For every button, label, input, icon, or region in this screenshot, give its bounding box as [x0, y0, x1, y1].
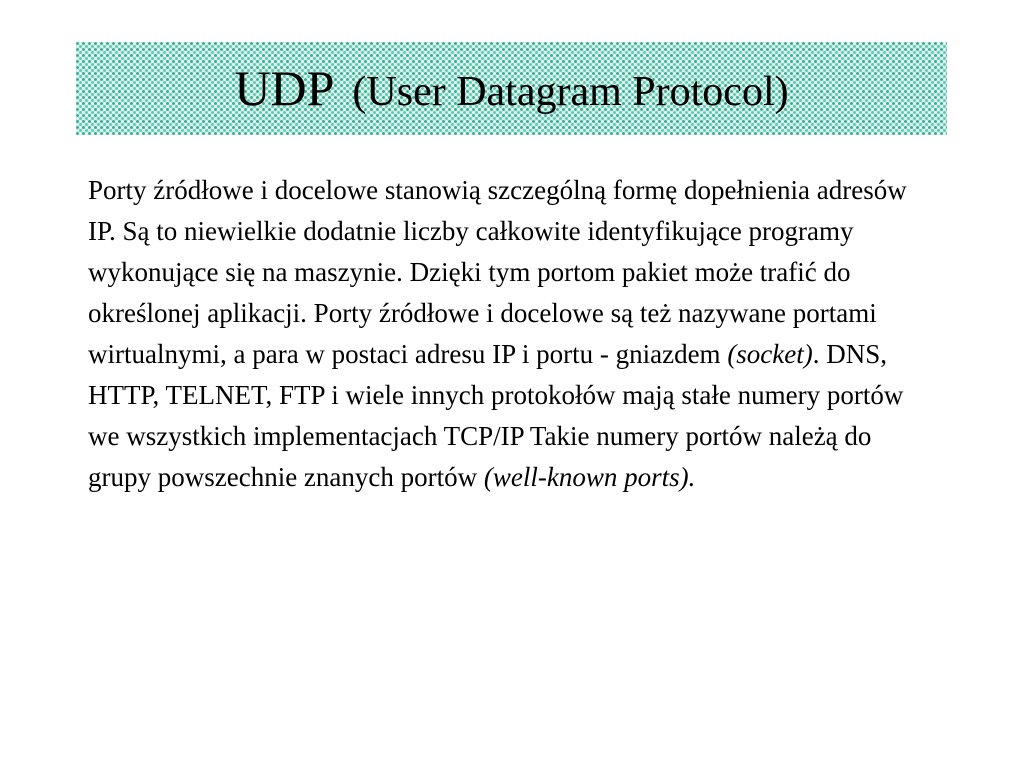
- body-paragraph: [88, 170, 930, 498]
- body-text-part-1: Porty źródłowe i docelowe stanowią szczególną formę dopełnienia adresów IP. Są to niewielkie dodatnie liczby całkowite identyfikujące programy wykonujące się na maszynie. Dzięki tym portom pakiet może trafić do określonej aplikacji. Porty źródłowe i docelowe są też nazywane portami wirtualnymi, a para w postaci adresu IP i portu - gniazdem: [88, 175, 907, 369]
- title-subtitle: (User Datagram Protocol): [352, 69, 789, 115]
- title-main: UDP: [234, 60, 335, 116]
- body-italic-socket: (socket): [727, 339, 813, 369]
- slide-title: [76, 58, 947, 122]
- body-text-part-2: . DNS, HTTP, TELNET, FTP i wiele innych protokołów mają stałe numery portów we wszystkich implementacjach TCP/IP Takie numery portów należą do grupy powszechnie znanych portów: [88, 339, 904, 492]
- title-banner: [76, 42, 947, 135]
- body-italic-well-known-ports: (well-known ports).: [483, 462, 696, 492]
